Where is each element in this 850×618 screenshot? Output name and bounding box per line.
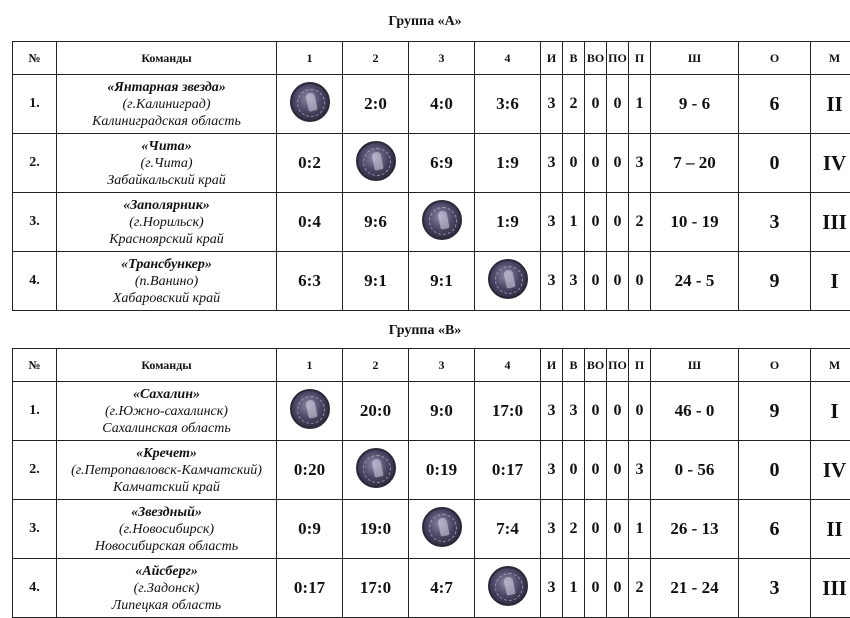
ot-wins: 0: [585, 193, 607, 252]
table-row: [13, 500, 850, 559]
ot-wins: 0: [585, 252, 607, 311]
match-score: 0:4: [277, 193, 343, 252]
table-row: [13, 382, 850, 441]
col-header-ot-wins: ВО: [585, 349, 607, 382]
points: 0: [739, 441, 811, 500]
col-header-place: М: [811, 349, 850, 382]
col-header-ot-losses: ПО: [607, 349, 629, 382]
team-name: «Янтарная звезда»: [57, 79, 276, 96]
col-header-1: 1: [277, 349, 343, 382]
col-header-teams: Команды: [57, 42, 277, 75]
goal-difference: 7 – 20: [651, 134, 739, 193]
col-header-goals: Ш: [651, 42, 739, 75]
row-number: 1.: [13, 382, 57, 441]
place: II: [811, 500, 850, 559]
header-row: [13, 42, 850, 75]
hockey-emblem-icon: [290, 82, 330, 122]
match-score: 1:9: [475, 193, 541, 252]
group-a-title: Группа «А»: [0, 14, 850, 30]
diagonal-emblem-cell: [277, 382, 343, 441]
group-a-table: [12, 41, 850, 311]
points: 6: [739, 75, 811, 134]
col-header-4: 4: [475, 42, 541, 75]
col-header-ot-losses: ПО: [607, 42, 629, 75]
col-header-teams: Команды: [57, 349, 277, 382]
team-cell: [57, 441, 277, 500]
row-number: 3.: [13, 500, 57, 559]
team-city: (г.Петропавловск-Камчатский): [57, 462, 276, 479]
match-score: 0:20: [277, 441, 343, 500]
wins: 3: [563, 252, 585, 311]
diagonal-emblem-cell: [409, 500, 475, 559]
place: I: [811, 382, 850, 441]
ot-wins: 0: [585, 500, 607, 559]
place: IV: [811, 134, 850, 193]
team-region: Забайкальский край: [57, 172, 276, 189]
header-row: [13, 349, 850, 382]
ot-losses: 0: [607, 75, 629, 134]
col-header-wins: В: [563, 42, 585, 75]
diagonal-emblem-cell: [343, 134, 409, 193]
team-region: Калиниградская область: [57, 113, 276, 130]
match-score: 6:9: [409, 134, 475, 193]
diagonal-emblem-cell: [343, 441, 409, 500]
col-header-losses: П: [629, 349, 651, 382]
place: II: [811, 75, 850, 134]
col-header-games: И: [541, 349, 563, 382]
team-name: «Заполярник»: [57, 197, 276, 214]
match-score: 1:9: [475, 134, 541, 193]
team-region: Липецкая область: [57, 597, 276, 614]
place: I: [811, 252, 850, 311]
wins: 1: [563, 193, 585, 252]
match-score: 4:0: [409, 75, 475, 134]
team-cell: [57, 134, 277, 193]
hockey-emblem-icon: [488, 566, 528, 606]
ot-losses: 0: [607, 559, 629, 618]
row-number: 1.: [13, 75, 57, 134]
col-header-3: 3: [409, 42, 475, 75]
games-played: 3: [541, 500, 563, 559]
match-score: 17:0: [343, 559, 409, 618]
team-region: Камчатский край: [57, 479, 276, 496]
diagonal-emblem-cell: [475, 252, 541, 311]
team-city: (г.Чита): [57, 155, 276, 172]
table-row: [13, 134, 850, 193]
wins: 0: [563, 441, 585, 500]
team-cell: [57, 382, 277, 441]
ot-wins: 0: [585, 441, 607, 500]
match-score: 17:0: [475, 382, 541, 441]
team-cell: [57, 75, 277, 134]
goal-difference: 26 - 13: [651, 500, 739, 559]
wins: 1: [563, 559, 585, 618]
team-city: (г.Калиниград): [57, 96, 276, 113]
team-cell: [57, 193, 277, 252]
team-city: (п.Ванино): [57, 273, 276, 290]
match-score: 19:0: [343, 500, 409, 559]
team-region: Новосибирская область: [57, 538, 276, 555]
ot-wins: 0: [585, 382, 607, 441]
team-name: «Звездный»: [57, 504, 276, 521]
losses: 0: [629, 252, 651, 311]
points: 3: [739, 193, 811, 252]
match-score: 0:2: [277, 134, 343, 193]
place: IV: [811, 441, 850, 500]
ot-losses: 0: [607, 134, 629, 193]
losses: 0: [629, 382, 651, 441]
match-score: 9:0: [409, 382, 475, 441]
match-score: 3:6: [475, 75, 541, 134]
losses: 1: [629, 500, 651, 559]
match-score: 20:0: [343, 382, 409, 441]
col-header-3: 3: [409, 349, 475, 382]
wins: 2: [563, 75, 585, 134]
points: 9: [739, 382, 811, 441]
ot-wins: 0: [585, 75, 607, 134]
col-header-games: И: [541, 42, 563, 75]
row-number: 2.: [13, 441, 57, 500]
team-region: Хабаровский край: [57, 290, 276, 307]
row-number: 4.: [13, 252, 57, 311]
goal-difference: 21 - 24: [651, 559, 739, 618]
place: III: [811, 559, 850, 618]
col-header-points: О: [739, 42, 811, 75]
col-header-2: 2: [343, 42, 409, 75]
games-played: 3: [541, 382, 563, 441]
team-name: «Трансбункер»: [57, 256, 276, 273]
match-score: 2:0: [343, 75, 409, 134]
team-name: «Кречет»: [57, 445, 276, 462]
match-score: 0:19: [409, 441, 475, 500]
goal-difference: 24 - 5: [651, 252, 739, 311]
col-header-4: 4: [475, 349, 541, 382]
hockey-emblem-icon: [422, 200, 462, 240]
losses: 2: [629, 193, 651, 252]
team-city: (г.Норильск): [57, 214, 276, 231]
row-number: 4.: [13, 559, 57, 618]
games-played: 3: [541, 441, 563, 500]
games-played: 3: [541, 134, 563, 193]
group-b-title: Группа «В»: [0, 323, 850, 339]
team-name: «Айсберг»: [57, 563, 276, 580]
wins: 2: [563, 500, 585, 559]
row-number: 3.: [13, 193, 57, 252]
match-score: 0:17: [277, 559, 343, 618]
col-header-goals: Ш: [651, 349, 739, 382]
col-header-losses: П: [629, 42, 651, 75]
hockey-emblem-icon: [290, 389, 330, 429]
team-name: «Чита»: [57, 138, 276, 155]
ot-losses: 0: [607, 382, 629, 441]
games-played: 3: [541, 252, 563, 311]
col-header-ot-wins: ВО: [585, 42, 607, 75]
match-score: 0:17: [475, 441, 541, 500]
ot-losses: 0: [607, 193, 629, 252]
hockey-emblem-icon: [356, 448, 396, 488]
losses: 1: [629, 75, 651, 134]
goal-difference: 9 - 6: [651, 75, 739, 134]
wins: 3: [563, 382, 585, 441]
team-region: Сахалинская область: [57, 420, 276, 437]
losses: 2: [629, 559, 651, 618]
match-score: 0:9: [277, 500, 343, 559]
ot-wins: 0: [585, 559, 607, 618]
team-city: (г.Новосибирск): [57, 521, 276, 538]
games-played: 3: [541, 559, 563, 618]
col-header-2: 2: [343, 349, 409, 382]
table-row: [13, 559, 850, 618]
team-cell: [57, 559, 277, 618]
table-row: [13, 75, 850, 134]
hockey-emblem-icon: [356, 141, 396, 181]
diagonal-emblem-cell: [277, 75, 343, 134]
team-city: (г.Задонск): [57, 580, 276, 597]
team-cell: [57, 500, 277, 559]
match-score: 4:7: [409, 559, 475, 618]
col-header-num: №: [13, 349, 57, 382]
col-header-points: О: [739, 349, 811, 382]
group-b-table: [12, 348, 850, 618]
ot-wins: 0: [585, 134, 607, 193]
points: 6: [739, 500, 811, 559]
match-score: 6:3: [277, 252, 343, 311]
diagonal-emblem-cell: [409, 193, 475, 252]
ot-losses: 0: [607, 441, 629, 500]
wins: 0: [563, 134, 585, 193]
ot-losses: 0: [607, 500, 629, 559]
goal-difference: 0 - 56: [651, 441, 739, 500]
table-row: [13, 193, 850, 252]
col-header-wins: В: [563, 349, 585, 382]
games-played: 3: [541, 193, 563, 252]
goal-difference: 46 - 0: [651, 382, 739, 441]
col-header-place: М: [811, 42, 850, 75]
games-played: 3: [541, 75, 563, 134]
match-score: 7:4: [475, 500, 541, 559]
losses: 3: [629, 441, 651, 500]
hockey-emblem-icon: [488, 259, 528, 299]
points: 0: [739, 134, 811, 193]
row-number: 2.: [13, 134, 57, 193]
goal-difference: 10 - 19: [651, 193, 739, 252]
hockey-emblem-icon: [422, 507, 462, 547]
match-score: 9:1: [409, 252, 475, 311]
ot-losses: 0: [607, 252, 629, 311]
table-row: [13, 441, 850, 500]
table-row: [13, 252, 850, 311]
points: 9: [739, 252, 811, 311]
team-region: Красноярский край: [57, 231, 276, 248]
place: III: [811, 193, 850, 252]
col-header-1: 1: [277, 42, 343, 75]
team-cell: [57, 252, 277, 311]
losses: 3: [629, 134, 651, 193]
team-name: «Сахалин»: [57, 386, 276, 403]
team-city: (г.Южно-сахалинск): [57, 403, 276, 420]
points: 3: [739, 559, 811, 618]
match-score: 9:1: [343, 252, 409, 311]
col-header-num: №: [13, 42, 57, 75]
diagonal-emblem-cell: [475, 559, 541, 618]
match-score: 9:6: [343, 193, 409, 252]
